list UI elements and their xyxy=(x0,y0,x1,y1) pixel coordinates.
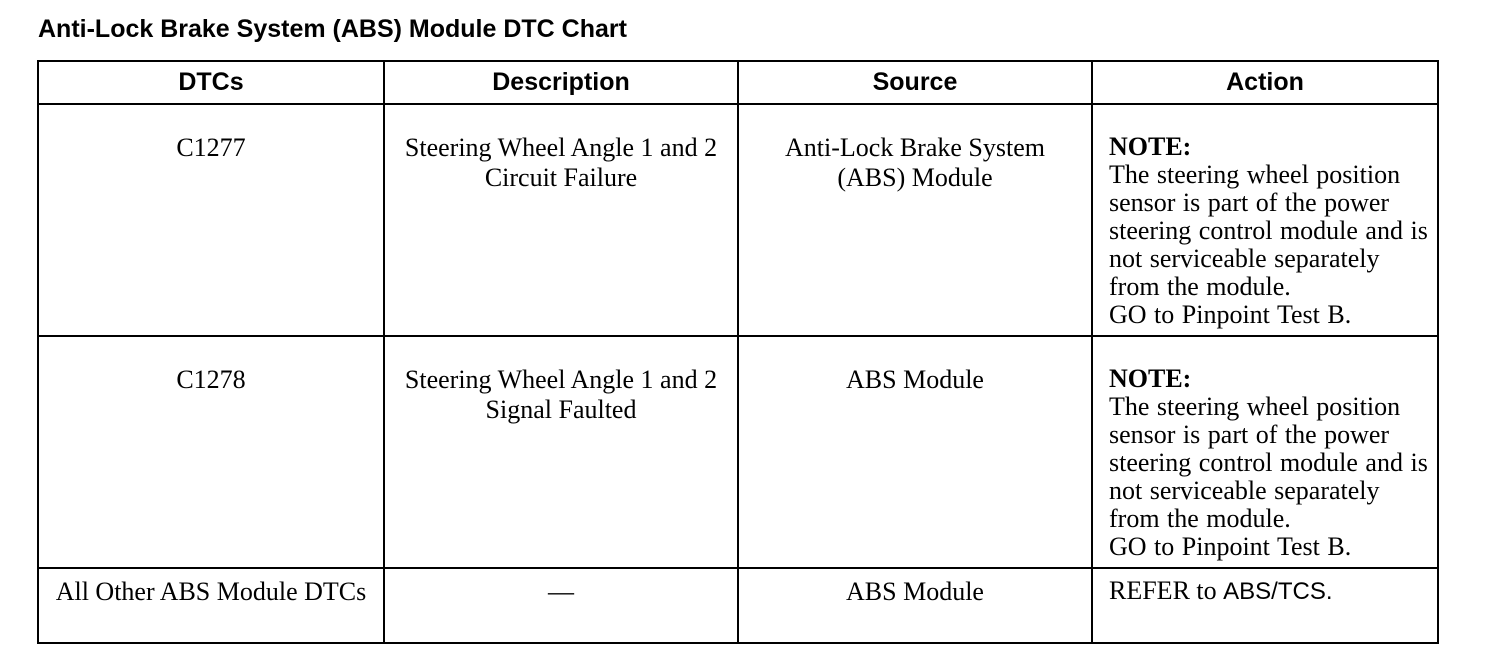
description-cell xyxy=(384,104,738,336)
dtc-code: C1277 xyxy=(176,133,246,162)
reference-link[interactable]: ABS/TCS. xyxy=(1223,578,1333,605)
dtc-description: Steering Wheel Angle 1 and 2 Circuit Failure xyxy=(404,133,718,192)
action-cell xyxy=(1092,568,1438,643)
table-row xyxy=(38,568,1438,643)
table-row xyxy=(38,336,1438,568)
dtc-code: C1278 xyxy=(176,365,246,394)
column-header-source: Source xyxy=(738,61,1092,104)
dtc-table xyxy=(37,60,1439,644)
column-header-dtcs: DTCs xyxy=(38,61,384,104)
dtc-source: ABS Module xyxy=(846,365,984,394)
description-cell xyxy=(384,336,738,568)
source-cell xyxy=(738,568,1092,643)
page-title: Anti-Lock Brake System (ABS) Module DTC Chart xyxy=(38,15,627,43)
dtc-cell xyxy=(38,104,384,336)
description-cell xyxy=(384,568,738,643)
source-cell xyxy=(738,336,1092,568)
dtc-cell xyxy=(38,568,384,643)
dtc-description: Steering Wheel Angle 1 and 2 Signal Faulted xyxy=(404,365,718,424)
note-label: NOTE: xyxy=(1109,364,1192,393)
dtc-source: ABS Module xyxy=(846,577,984,606)
column-header-description: Description xyxy=(384,61,738,104)
action-cell xyxy=(1092,336,1438,568)
note-text: The steering wheel position sensor is part of the power steering control module and is not serviceable separately from the module. xyxy=(1109,392,1428,533)
action-prefix: REFER to xyxy=(1109,576,1217,605)
table-header-row xyxy=(38,61,1438,104)
note-text: The steering wheel position sensor is part of the power steering control module and is not serviceable separately from the module. xyxy=(1109,160,1428,301)
source-cell xyxy=(738,104,1092,336)
column-header-action: Action xyxy=(1092,61,1438,104)
table-row xyxy=(38,104,1438,336)
note-label: NOTE: xyxy=(1109,132,1192,161)
dtc-code: All Other ABS Module DTCs xyxy=(55,577,367,606)
dtc-description: — xyxy=(548,577,574,606)
action-instruction: GO to Pinpoint Test B. xyxy=(1109,300,1352,329)
action-cell xyxy=(1092,104,1438,336)
action-instruction: GO to Pinpoint Test B. xyxy=(1109,532,1352,561)
dtc-cell xyxy=(38,336,384,568)
dtc-source: Anti-Lock Brake System (ABS) Module xyxy=(785,133,1045,192)
